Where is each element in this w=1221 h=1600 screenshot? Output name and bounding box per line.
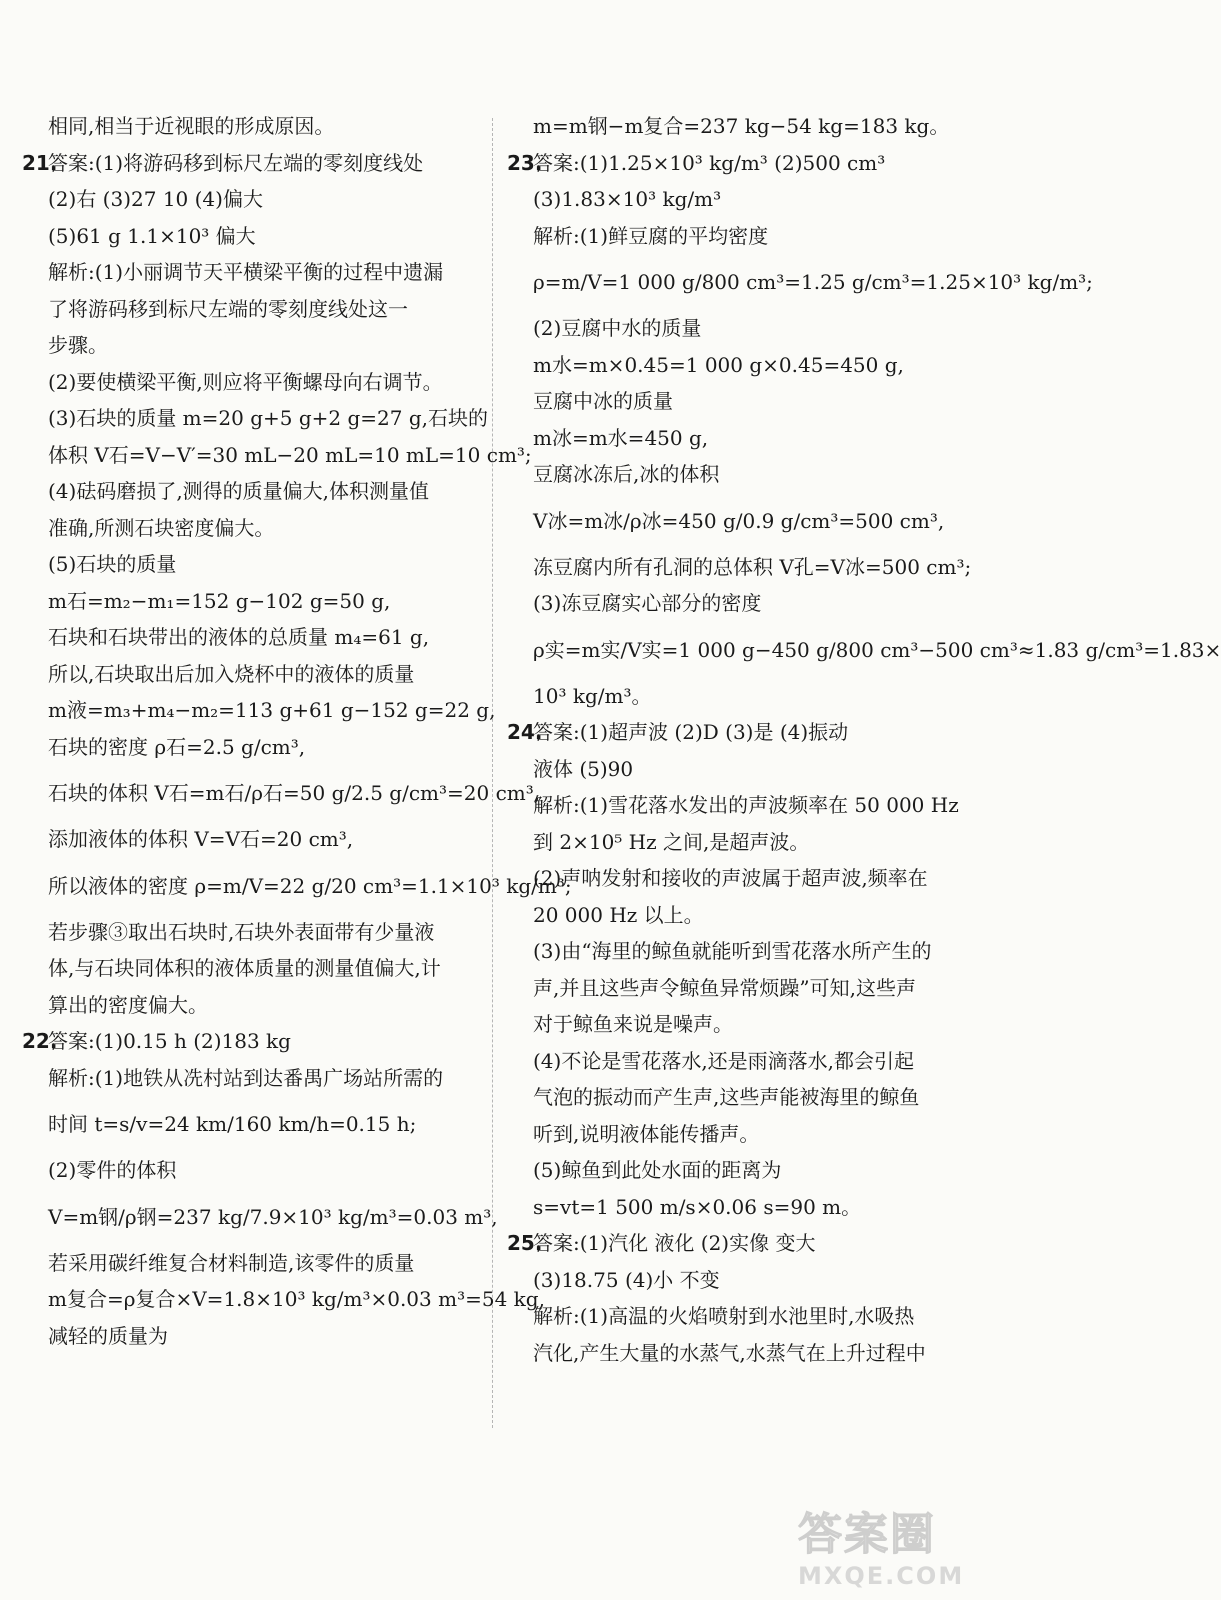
line-text: (2)豆腐中水的质量 xyxy=(533,316,702,340)
text-line xyxy=(507,787,969,824)
line-text: m冰=m水=450 g, xyxy=(533,425,709,450)
text-line xyxy=(22,218,484,255)
line-text: 相同,相当于近视眼的形成原因。 xyxy=(48,114,335,138)
line-text: 液体 (5)90 xyxy=(533,756,634,781)
text-line xyxy=(507,860,969,897)
question-number: 22. xyxy=(22,1029,58,1053)
line-text: 体,与石块同体积的液体质量的测量值偏大,计 xyxy=(48,956,441,980)
line-text: 若采用碳纤维复合材料制造,该零件的质量 xyxy=(48,1250,415,1275)
text-line xyxy=(22,510,484,547)
text-line xyxy=(22,950,484,987)
line-text: 汽化,产生大量的水蒸气,水蒸气在上升过程中 xyxy=(533,1340,926,1365)
text-line xyxy=(507,897,969,934)
text-line xyxy=(507,1006,969,1043)
question-answer-line xyxy=(507,714,969,751)
line-text: 20 000 Hz 以上。 xyxy=(533,902,704,927)
line-text: (5)鲸鱼到此处水面的距离为 xyxy=(533,1158,782,1182)
line-text: V=m钢/ρ钢=237 kg/7.9×10³ kg/m³=0.03 m³, xyxy=(48,1204,498,1229)
line-text: 10³ kg/m³。 xyxy=(533,683,652,708)
line-text: 解析:(1)地铁从冼村站到达番禺广场站所需的 xyxy=(48,1065,444,1090)
text-line xyxy=(22,254,484,291)
text-line xyxy=(507,254,1093,310)
text-line xyxy=(507,970,969,1007)
line-text: m液=m₃+m₄−m₂=113 g+61 g−152 g=22 g, xyxy=(48,698,496,722)
question-number: 23. xyxy=(507,150,543,175)
text-line xyxy=(22,546,484,583)
line-text: (3)1.83×10³ kg/m³ xyxy=(533,187,722,211)
text-line xyxy=(507,108,969,145)
line-text: 解析:(1)鲜豆腐的平均密度 xyxy=(533,223,769,248)
line-text: 声,并且这些声令鲸鱼异常烦躁”可知,这些声 xyxy=(533,975,916,1000)
right-column xyxy=(507,108,1221,1371)
line-text: m复合=ρ复合×V=1.8×10³ kg/m³×0.03 m³=54 kg, xyxy=(48,1287,545,1311)
line-text: s=vt=1 500 m/s×0.06 s=90 m。 xyxy=(533,1194,862,1219)
text-line xyxy=(507,310,969,347)
line-text: (3)18.75 (4)小 不变 xyxy=(533,1267,720,1292)
text-line xyxy=(507,493,969,549)
line-text: m水=m×0.45=1 000 g×0.45=450 g, xyxy=(533,352,904,377)
line-text: 所以,石块取出后加入烧杯中的液体的质量 xyxy=(48,661,415,686)
line-text: 答案:(1)超声波 (2)D (3)是 (4)振动 xyxy=(533,720,849,744)
text-line xyxy=(507,218,969,255)
text-line xyxy=(507,824,969,861)
question-number: 21. xyxy=(22,150,58,175)
text-line xyxy=(22,692,496,729)
text-line xyxy=(22,1189,498,1245)
line-text: 到 2×10⁵ Hz 之间,是超声波。 xyxy=(533,829,810,854)
line-text: V冰=m冰/ρ冰=450 g/0.9 g/cm³=500 cm³, xyxy=(533,508,945,533)
text-line xyxy=(507,678,969,715)
left-column xyxy=(22,108,572,1354)
text-line xyxy=(22,1152,484,1189)
text-line xyxy=(22,291,484,328)
line-text: (2)声呐发射和接收的声波属于超声波,频率在 xyxy=(533,866,928,890)
text-line xyxy=(507,1043,969,1080)
line-text: 对于鲸鱼来说是噪声。 xyxy=(533,1012,733,1036)
line-text: 气泡的振动而产生声,这些声能被海里的鲸鱼 xyxy=(533,1085,920,1109)
text-line xyxy=(22,914,484,951)
question-answer-line xyxy=(22,145,484,182)
text-line xyxy=(22,108,484,145)
line-text: (4)不论是雪花落水,还是雨滴落水,都会引起 xyxy=(533,1048,915,1073)
text-line xyxy=(22,858,572,914)
text-line xyxy=(22,364,484,401)
line-text: 步骤。 xyxy=(48,333,108,357)
line-text: 答案:(1)0.15 h (2)183 kg xyxy=(48,1029,291,1053)
line-text: (3)石块的质量 m=20 g+5 g+2 g=27 g,石块的 xyxy=(48,406,489,430)
text-line xyxy=(22,1060,484,1097)
line-text: 石块和石块带出的液体的总质量 m₄=61 g, xyxy=(48,625,430,649)
text-line xyxy=(22,1318,484,1355)
text-line xyxy=(507,420,969,457)
text-line xyxy=(507,751,969,788)
line-text: m石=m₂−m₁=152 g−102 g=50 g, xyxy=(48,588,391,613)
line-text: 解析:(1)小丽调节天平横梁平衡的过程中遗漏 xyxy=(48,260,444,284)
text-line xyxy=(22,656,484,693)
line-text: (4)砝码磨损了,测得的质量偏大,体积测量值 xyxy=(48,479,430,503)
line-text: 答案:(1)汽化 液化 (2)实像 变大 xyxy=(533,1231,816,1255)
watermark-url: MXQE.COM xyxy=(798,1562,965,1590)
text-line xyxy=(507,1152,969,1189)
text-line xyxy=(507,347,969,384)
text-line xyxy=(22,765,541,821)
line-text: 答案:(1)1.25×10³ kg/m³ (2)500 cm³ xyxy=(533,150,886,175)
line-text: 所以液体的密度 ρ=m/V=22 g/20 cm³=1.1×10³ kg/m³; xyxy=(48,873,572,898)
watermark-logo xyxy=(798,1498,988,1594)
text-line xyxy=(507,1116,969,1153)
line-text: 石块的密度 ρ石=2.5 g/cm³, xyxy=(48,734,306,759)
watermark-text: 答案圈 xyxy=(798,1509,936,1560)
line-text: 若步骤③取出石块时,石块外表面带有少量液 xyxy=(48,919,435,944)
text-line xyxy=(507,1079,969,1116)
text-line xyxy=(507,622,1221,678)
question-answer-line xyxy=(507,145,969,182)
text-line xyxy=(22,1096,484,1152)
line-text: (2)要使横梁平衡,则应将平衡螺母向右调节。 xyxy=(48,369,443,394)
line-text: (2)零件的体积 xyxy=(48,1158,177,1182)
line-text: 答案:(1)将游码移到标尺左端的零刻度线处 xyxy=(48,150,424,175)
text-line xyxy=(22,327,484,364)
text-line xyxy=(22,821,484,858)
text-line xyxy=(22,1281,545,1318)
line-text: 冻豆腐内所有孔洞的总体积 V孔=V冰=500 cm³; xyxy=(533,554,972,579)
line-text: (2)右 (3)27 10 (4)偏大 xyxy=(48,187,263,211)
text-line xyxy=(507,585,969,622)
text-line xyxy=(22,729,484,766)
question-number: 25. xyxy=(507,1231,543,1255)
line-text: (5)61 g 1.1×10³ 偏大 xyxy=(48,223,256,248)
line-text: ρ=m/V=1 000 g/800 cm³=1.25 g/cm³=1.25×10³ kg/m³; xyxy=(533,270,1093,294)
line-text: (5)石块的质量 xyxy=(48,552,177,576)
text-line xyxy=(507,1189,969,1226)
line-text: 添加液体的体积 V=V石=20 cm³, xyxy=(48,827,354,851)
text-line xyxy=(507,1335,969,1372)
line-text: (3)冻豆腐实心部分的密度 xyxy=(533,591,762,615)
line-text: 石块的体积 V石=m石/ρ石=50 g/2.5 g/cm³=20 cm³, xyxy=(48,781,541,805)
text-line xyxy=(22,619,484,656)
line-text: ρ实=m实/V实=1 000 g−450 g/800 cm³−500 cm³≈1.83 g/cm³=1.83× xyxy=(533,637,1221,662)
line-text: 算出的密度偏大。 xyxy=(48,992,208,1017)
line-text: 解析:(1)雪花落水发出的声波频率在 50 000 Hz xyxy=(533,793,959,817)
line-text: 豆腐冰冻后,冰的体积 xyxy=(533,462,720,486)
line-text: 体积 V石=V−V′=30 mL−20 mL=10 mL=10 cm³; xyxy=(48,442,532,467)
text-line xyxy=(507,383,969,420)
text-line xyxy=(507,456,969,493)
question-number: 24. xyxy=(507,720,543,744)
line-text: 准确,所测石块密度偏大。 xyxy=(48,515,275,540)
line-text: m=m钢−m复合=237 kg−54 kg=183 kg。 xyxy=(533,114,950,138)
line-text: 听到,说明液体能传播声。 xyxy=(533,1121,760,1146)
text-line xyxy=(507,1298,969,1335)
text-line xyxy=(507,549,972,586)
text-line xyxy=(22,583,484,620)
text-line xyxy=(22,473,484,510)
text-line xyxy=(22,181,484,218)
line-text: (3)由“海里的鲸鱼就能听到雪花落水所产生的 xyxy=(533,939,932,963)
text-line xyxy=(507,1262,969,1299)
line-text: 解析:(1)高温的火焰喷射到水池里时,水吸热 xyxy=(533,1304,915,1328)
text-line xyxy=(22,437,532,474)
line-text: 豆腐中冰的质量 xyxy=(533,389,673,413)
line-text: 了将游码移到标尺左端的零刻度线处这一 xyxy=(48,296,408,321)
question-answer-line xyxy=(22,1023,484,1060)
text-line xyxy=(22,400,489,437)
line-text: 时间 t=s/v=24 km/160 km/h=0.15 h; xyxy=(48,1112,417,1136)
text-line xyxy=(507,181,969,218)
line-text: 减轻的质量为 xyxy=(48,1323,168,1348)
question-answer-line xyxy=(507,1225,969,1262)
text-line xyxy=(22,987,484,1024)
text-line xyxy=(22,1245,484,1282)
text-line xyxy=(507,933,969,970)
